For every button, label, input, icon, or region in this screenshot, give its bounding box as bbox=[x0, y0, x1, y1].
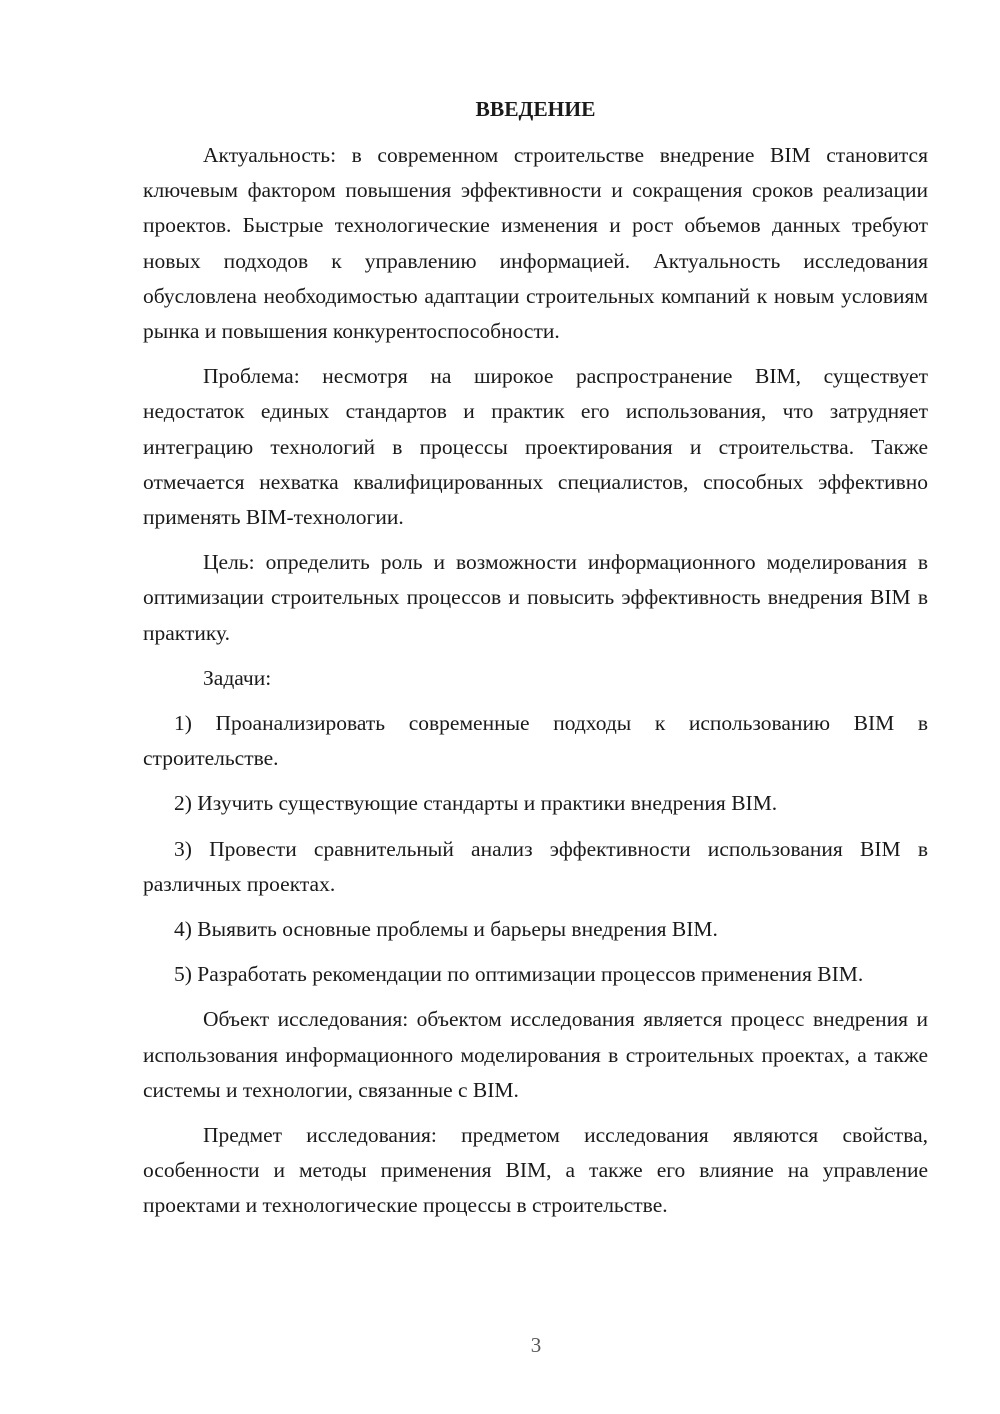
section-title: ВВЕДЕНИЕ bbox=[475, 97, 596, 121]
task-item: 3) Провести сравнительный анализ эффективности использования BIM в различных проектах. bbox=[143, 836, 928, 896]
relevance-paragraph: Актуальность: в современном строительстве внедрение BIM становится ключевым фактором повышения эффективности и сокращения сроков реализации проектов. Быстрые технологические изменения и рост объемов данных требуют новых подходов к управлению информацией. Актуальность исследования обусловлена необходимостью адаптации строительных компаний к новым условиям рынка и повышения конкурентоспособности. bbox=[143, 143, 928, 344]
goal-paragraph: Цель: определить роль и возможности информационного моделирования в оптимизации строительных процессов и повысить эффективность внедрения BIM в практику. bbox=[143, 550, 928, 645]
task-item: 2) Изучить существующие стандарты и практики внедрения BIM. bbox=[174, 791, 778, 816]
object-paragraph: Объект исследования: объектом исследования является процесс внедрения и использования информационного моделирования в строительных проектах, а также системы и технологии, связанные с BIM. bbox=[143, 1007, 928, 1102]
document-page bbox=[143, 92, 928, 1234]
subject-paragraph: Предмет исследования: предметом исследования являются свойства, особенности и методы применения BIM, а также его влияние на управление проектами и технологические процессы в строительстве. bbox=[143, 1123, 928, 1218]
page-number: 3 bbox=[530, 1333, 542, 1357]
tasks-heading: Задачи: bbox=[203, 665, 272, 690]
task-item: 5) Разработать рекомендации по оптимизации процессов применения BIM. bbox=[174, 962, 864, 987]
problem-paragraph: Проблема: несмотря на широкое распространение BIM, существует недостаток единых стандартов и практик его использования, что затрудняет интеграцию технологий в процессы проектирования и строительства. Также отмечается нехватка квалифицированных специалистов, способных эффективно применять BIM-технологии. bbox=[143, 364, 928, 530]
task-item: 1) Проанализировать современные подходы к использованию BIM в строительстве. bbox=[143, 711, 928, 771]
tasks-list bbox=[143, 706, 928, 992]
task-item: 4) Выявить основные проблемы и барьеры внедрения BIM. bbox=[174, 917, 718, 942]
